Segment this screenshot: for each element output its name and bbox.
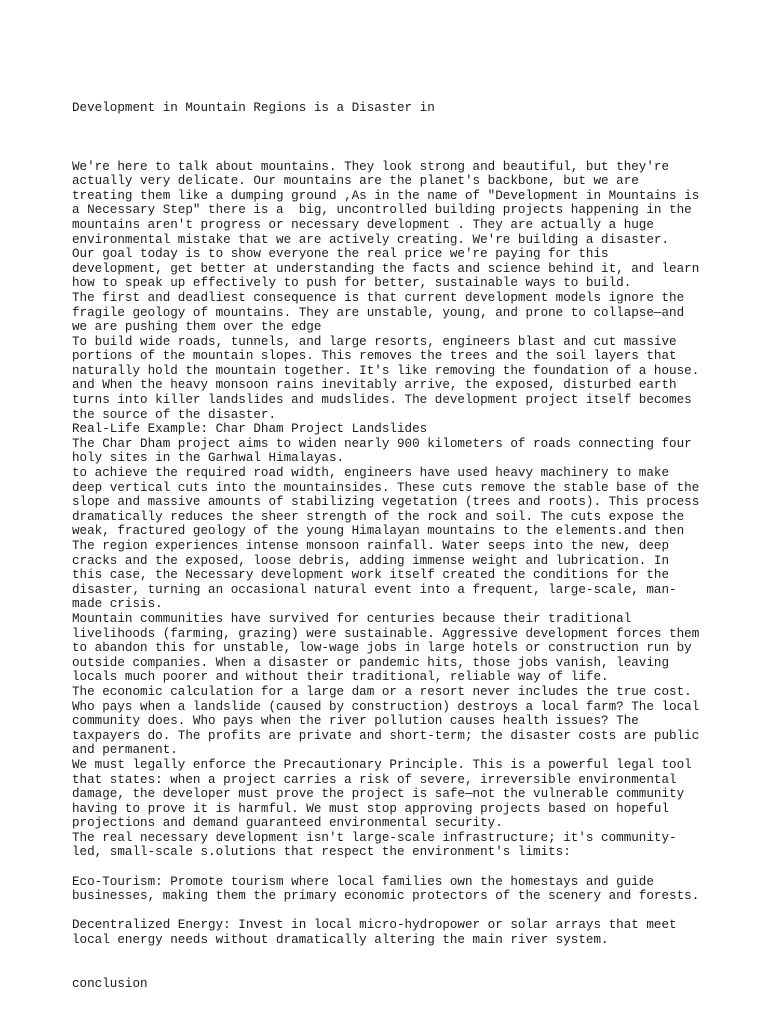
text-line: turns into killer landslides and mudslides. The development project itself becomes xyxy=(72,393,692,408)
text-line: and When the heavy monsoon rains inevitably arrive, the exposed, disturbed earth xyxy=(72,378,677,393)
text-line: a Necessary Step" there is a big, uncontrolled building projects happening in the xyxy=(72,203,692,218)
document-title: Development in Mountain Regions is a Disaster in xyxy=(72,101,435,116)
text-line: We must legally enforce the Precautionary Principle. This is a powerful legal tool xyxy=(72,757,692,772)
text-line: mountains aren't progress or necessary development . They are actually a huge xyxy=(72,217,654,232)
text-line: The region experiences intense monsoon rainfall. Water seeps into the new, deep xyxy=(72,539,670,553)
text-line: taxpayers do. The profits are private and short-term; the disaster costs are public xyxy=(72,728,700,743)
text-line: Who pays when a landslide (caused by construction) destroys a local farm? The local xyxy=(72,699,700,714)
text-line: deep vertical cuts into the mountainsides. These cuts remove the stable base of the xyxy=(72,480,700,495)
text-line: The first and deadliest consequence is that current development models ignore the xyxy=(72,290,685,305)
text-line: actually very delicate. Our mountains are the planet's backbone, but we are xyxy=(72,174,639,189)
text-line: and permanent. xyxy=(72,743,178,758)
text-line: disaster, turning an occasional natural event into a frequent, large-scale, man- xyxy=(72,582,677,597)
text-line: Our goal today is to show everyone the real price we're paying for this xyxy=(72,247,609,262)
text-line: cracks and the exposed, loose debris, adding immense weight and lubrication. In xyxy=(72,553,670,568)
text-line: The Char Dham project aims to widen nearly 900 kilometers of roads connecting four xyxy=(72,436,692,451)
text-line xyxy=(72,962,712,977)
text-line: to abandon this for unstable, low-wage jobs in large hotels or construction run by xyxy=(72,641,692,656)
text-line: projections and demand guaranteed environmental security. xyxy=(72,816,503,831)
text-line: to achieve the required road width, engineers have used heavy machinery to make xyxy=(72,466,670,481)
text-line xyxy=(72,860,712,875)
text-line: businesses, making them the primary economic protectors of the scenery and forests. xyxy=(72,889,700,904)
text-line: fragile geology of mountains. They are unstable, young, and prone to collapse—and xyxy=(72,305,685,320)
text-line: local energy needs without dramatically altering the main river system. xyxy=(72,933,609,948)
text-line: how to speak up effectively to push for better, sustainable ways to build. xyxy=(72,276,632,291)
text-line: conclusion xyxy=(72,976,148,991)
text-line: environmental mistake that we are actively creating. We're building a disaster. xyxy=(72,232,670,247)
document-text xyxy=(72,160,712,992)
text-line: the source of the disaster. xyxy=(72,407,277,422)
text-line: Mountain communities have survived for centuries because their traditional xyxy=(72,611,632,626)
text-line: naturally hold the mountain together. It's like removing the foundation of a house. xyxy=(72,363,700,378)
text-line: having to prove it is harmful. We must stop approving projects based on hopeful xyxy=(72,801,670,816)
text-line: The real necessary development isn't large-scale infrastructure; it's community- xyxy=(72,830,677,845)
text-line: holy sites in the Garhwal Himalayas. xyxy=(72,451,345,466)
text-line: led, small-scale s.olutions that respect the environment's limits: xyxy=(72,845,571,860)
text-line: We're here to talk about mountains. They look strong and beautiful, but they're xyxy=(72,159,670,174)
text-line xyxy=(72,948,712,963)
text-line: damage, the developer must prove the project is safe—not the vulnerable community xyxy=(72,787,685,802)
text-line: portions of the mountain slopes. This removes the trees and the soil layers that xyxy=(72,349,677,364)
text-line: that states: when a project carries a risk of severe, irreversible environmental xyxy=(72,772,677,787)
text-line: development, get better at understanding the facts and science behind it, and learn xyxy=(72,261,700,276)
text-line: The economic calculation for a large dam or a resort never includes the true cost. xyxy=(72,684,692,699)
text-line: dramatically reduces the sheer strength of the rock and soil. The cuts expose the xyxy=(72,509,685,524)
text-line: Eco-Tourism: Promote tourism where local families own the homestays and guide xyxy=(72,874,654,889)
text-line: livelihoods (farming, grazing) were sustainable. Aggressive development forces them xyxy=(72,626,700,641)
text-line: Decentralized Energy: Invest in local micro-hydropower or solar arrays that meet xyxy=(72,918,677,933)
text-line: made crisis. xyxy=(72,597,163,612)
text-line: treating them like a dumping ground ,As in the name of "Development in Mountains is xyxy=(72,188,700,203)
text-line: community does. Who pays when the river pollution causes health issues? The xyxy=(72,714,639,729)
document-body xyxy=(72,72,712,1006)
text-line: locals much poorer and without their traditional, reliable way of life. xyxy=(72,670,609,685)
text-line: Real-Life Example: Char Dham Project Landslides xyxy=(72,422,428,437)
text-line: weak, fractured geology of the young Himalayan mountains to the elements.and then xyxy=(72,524,685,539)
text-line: To build wide roads, tunnels, and large resorts, engineers blast and cut massive xyxy=(72,334,677,349)
text-line: slope and massive amounts of stabilizing vegetation (trees and roots). This process xyxy=(72,495,700,510)
text-line: we are pushing them over the edge xyxy=(72,320,322,335)
text-line: outside companies. When a disaster or pandemic hits, those jobs vanish, leaving xyxy=(72,655,670,670)
text-line: this case, the Necessary development work itself created the conditions for the xyxy=(72,568,670,583)
text-line xyxy=(72,904,712,919)
